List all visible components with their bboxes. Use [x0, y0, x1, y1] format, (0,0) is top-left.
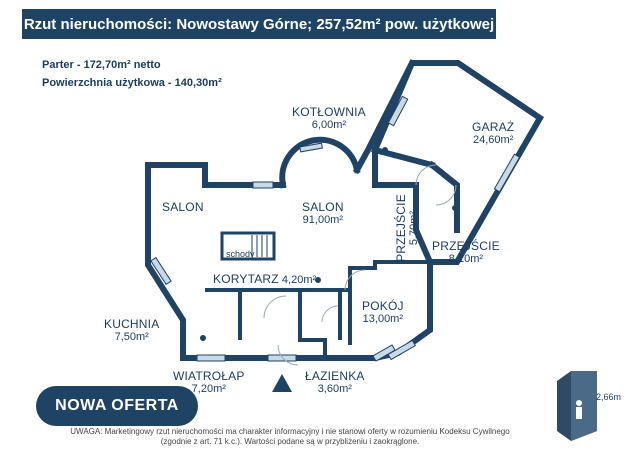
outlet-dot — [382, 147, 388, 153]
stairs-label: schody — [226, 249, 255, 259]
ceiling-height-label: 2,66m — [596, 392, 622, 402]
outlet-dot — [452, 205, 458, 211]
door-swing — [436, 185, 456, 205]
window — [268, 355, 296, 361]
disclaimer: UWAGA: Marketingowy rzut nieruchomości ma charakter informacyjny i nie stanowi oferty w rozumieniu Kodeksu Cywilnego (zgodnie z art. 71 k.c.). Wartości podane są w przybliżeniu i zaokrąglone. — [70, 427, 510, 446]
window — [494, 154, 519, 192]
room-lazienka: ŁAZIENKA 3,60m² — [305, 369, 365, 395]
room-pokoj: POKÓJ 13,00m² — [362, 299, 404, 325]
wall-wiatrolap — [300, 290, 325, 358]
door-swing — [322, 306, 338, 322]
room-wiatrolap: WIATROŁAP 7,20m² — [173, 369, 245, 395]
room-salon-left: SALON — [162, 200, 204, 214]
ceiling-height-icon — [557, 367, 597, 443]
room-przejscie-vertical: PRZEJŚCIE 5,70m² — [393, 194, 420, 262]
room-przejscie: PRZEJŚCIE 8,10m² — [432, 239, 500, 265]
room-garaz: GARAŻ 24,60m² — [472, 120, 515, 146]
window — [197, 355, 225, 361]
room-kotlownia: KOTŁOWNIA 6,00m² — [292, 105, 366, 131]
room-kuchnia: KUCHNIA 7,50m² — [104, 317, 160, 343]
room-salon-main: SALON 91,00m² — [302, 200, 344, 226]
window — [253, 182, 273, 188]
ground-floor-area: Parter - 172,70m² netto — [42, 59, 161, 71]
room-korytarz: KORYTARZ 4,20m² — [213, 272, 317, 286]
usable-area: Powierzchnia użytkowa - 140,30m² — [42, 77, 222, 89]
door-swing — [264, 296, 286, 318]
wall-garaz-lower — [432, 165, 457, 230]
outlet-dot — [200, 335, 206, 341]
new-offer-badge: NOWA OFERTA — [36, 386, 198, 426]
page-title: Rzut nieruchomości: Nowostawy Górne; 257,52m² pow. użytkowej — [22, 9, 496, 39]
north-arrow-icon — [270, 372, 294, 394]
